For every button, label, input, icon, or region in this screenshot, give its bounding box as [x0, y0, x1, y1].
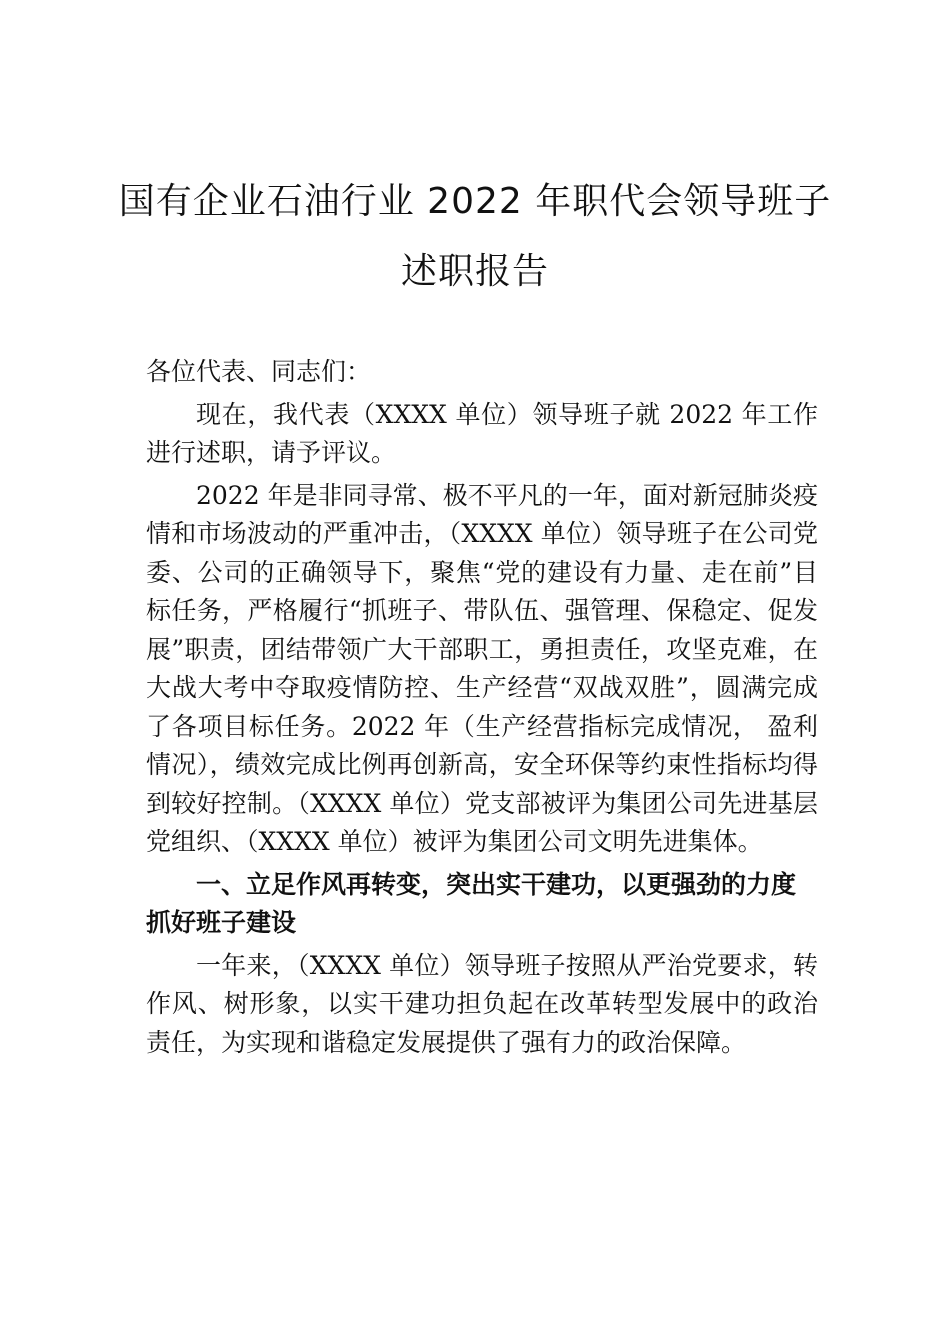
paragraph-intro: 现在，我代表（XXXX 单位）领导班子就 2022 年工作进行述职，请予评议。: [146, 399, 818, 467]
document-title-line-2: 述职报告: [400, 251, 549, 292]
paragraph-annual-summary: 2022 年是非同寻常、极不平凡的一年，面对新冠肺炎疫情和市场波动的严重冲击，（XXXX 单位）领导班子在公司党委、公司的正确领导下，聚焦“党的建设有力量、走在前”目标任务，严格履行“抓班子、带队伍、强管理、保稳定、促发展”职责，团结带领广大干部职工，勇担责任，攻坚克难，在大战大考中夺取疫情防控、生产经营“双战双胜”，圆满完成了各项目标任务。2022 年（生产经营指标完成情况， 盈利情况），绩效完成比例再创新高，安全环保等约束性指标均得到较好控制。（XXXX 单位）党支部被评为集团公司先进基层党组织、（XXXX 单位）被评为集团公司文明先进集体。: [146, 480, 818, 856]
section-heading-1: 一、立足作风再转变，突出实干建功，以更强劲的力度抓好班子建设: [146, 869, 797, 937]
salutation: 各位代表、同志们：: [146, 357, 372, 386]
document-title-line-1: 国有企业石油行业 2022 年职代会领导班子: [118, 181, 832, 222]
section-1-paragraph: 一年来，（XXXX 单位）领导班子按照从严治党要求，转作风、树形象，以实干建功担负起在改革转型发展中的政治责任，为实现和谐稳定发展提供了强有力的政治保障。: [146, 950, 818, 1057]
document-body: [146, 353, 818, 1062]
